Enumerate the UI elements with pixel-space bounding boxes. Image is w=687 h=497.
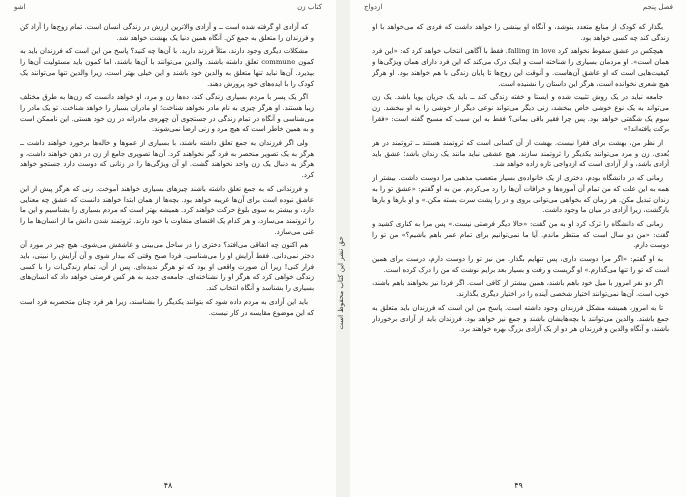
author-name: اشو — [14, 3, 26, 11]
chapter-title: فصل پنجم — [642, 3, 673, 11]
left-page-header — [14, 3, 322, 15]
paragraph: که آزادی او گرفته شده است ــ و آزادی والاترین ارزش در زندگی انسان است. تمام زوج‌ها را آزاد کن و فرزندان را متعلق به جمع کن. آنگاه همین دنیا یک بهشت خواهد شد. — [20, 23, 314, 42]
copyright-stamp — [335, 208, 351, 358]
paragraph: مشکلات دیگری وجود دارند، مثلاً فرزند دارید. با آن‌ها چه کنید؟ پاسخ من این است که فرزندان باید به کمون commune تعلق داشته باشند. والدین می‌توانند با آن‌ها باشند، اما کمون باید مسئولیت آن‌ها را بپذیرد. آن‌ها نباید تنها متعلق به والدین خود باشند و این خیلی بهتر است، زیرا والدین تنها می‌توانند یک کودک را با ایده‌های خود پرورش دهند. — [20, 47, 314, 88]
paragraph: و فرزندانی که به جمع تعلق داشته باشند چیزهای بسیاری خواهند آموخت. زنی که هرگز پیش از این عاشق نبوده است برای آن‌ها غریبه خواهد بود. بچه‌ها از همان ابتدا خواهند دانست که عشق چه معنایی دارد، و بیشتر به سوی بلوغ حرکت خواهند کرد. همیشه بهتر است که مردم بسیاری را بشناسیم و این ما را ثروتمند می‌سازد، و هر کدام یک اقتضای متفاوت با خود دارند. ثروتمند شدن دانش ما از انسان‌ها ما را غنی می‌سازد. — [20, 184, 314, 236]
paragraph: ولی اگر فرزندان به جمع تعلق داشته باشند، با بسیاری از عموها و خاله‌ها برخورد خواهند داشت ــ هرگز به یک تصویر منحصر به فرد گیر نخواهند کرد. آن‌ها تصویری جامع از زن در ذهن خواهند داشت، و هرگز به دنبال یک زن واحد نخواهند گشت. او آن ویژگی‌ها را در زنانی که دوست دارد جستجو خواهد کرد. — [20, 139, 314, 180]
paragraph: هیچکس در عشق سقوط نخواهد کرد falling in love. فقط با آگاهی انتخاب خواهد کرد که: «این فرد همان است». او مردمان بسیاری را شناخته است و اینک درک می‌کند که این فرد دارای همان ویژگی‌ها و کیفیت‌هایی است که او عاشق آن‌هاست. و آنوقت این زوج‌ها تا پایان زندگی با هم خواهند بود. او هرگز هیچ شعری نخوانده است، هرگز این داستان را نشنیده است. — [372, 47, 669, 88]
paragraph: هم اکنون چه اتفاقی می‌افتد؟ دختری را در ساحل می‌بینی و عاشقش می‌شوی. هیچ چیز در مورد آن دختر نمی‌دانی. فقط آرایش او را می‌شناسی. فردا صبح وقتی که بیدار شوی و آن آرایش را نبینی، باید فرار کنی! زیرا آن صورت واقعی او بود که تو هرگز ندیده‌ای. پس از آن، تمام زندگی‌ات را با کسی زندگی خواهی کرد که هرگز او را نشناخته‌ای. جامعه‌ی جدید به هر کس فرصتی خواهد داد که انسان‌های بسیاری را بشناسد و آنگاه انتخاب کند. — [20, 241, 314, 293]
right-page-body — [372, 22, 669, 471]
paragraph: بگذار که کودک از منابع متعدد بنوشد، و آنگاه او بینشی را خواهد داشت که فردی که می‌خواهد با او زندگی کند چه کسی خواهد بود. — [372, 23, 669, 42]
paragraph: از نظر من، بهشت برای فقرا نیست. بهشت از آن کسانی است که ثروتمند هستند ــ ثروتمند در هر بُعدی. زن و مرد می‌توانند یکدیگر را ثروتمند سازند. هیچ عشقی نباید مانند یک زندان باشد؛ عشق باید آزادی باشد، و از آزادی است که ازدواجی تازه زاده خواهد شد. — [372, 139, 669, 169]
page-number: ۴۹ — [514, 481, 523, 490]
book-title: کتاب زن — [297, 3, 322, 11]
right-page — [350, 0, 687, 497]
paragraph: اگر یک پسر با مردم بسیاری زندگی کند، ده‌ها زن و مرد، او خواهد دانست که زن‌ها به طرق مختلف زیبا هستند. او هرگز چیزی به نام مادر نخواهد شناخت؛ او مادران بسیار را خواهد شناخت. تو یک مادر را می‌شناسی و آنگاه در تمام زندگی در جستجوی آن چهره‌ی مادرانه در زن خود هستی. این ناممکن است و به همین خاطر است که هیچ مرد و زنی ارضا نمی‌شوند. — [20, 93, 314, 134]
copyright-stamp-text: حق نشر این کتاب محفوظ است — [337, 236, 345, 330]
left-page-body — [20, 22, 314, 471]
right-page-header — [364, 3, 673, 15]
paragraph: به او گفتم: «اگر مرا دوست داری، پس تنهایم بگذار. من نیز تو را دوست دارم، درست برای همین است که تو را تنها می‌گذارم.» او گریست و رفت و بسیار بعد برایم نوشت که من را درک کرده است. — [372, 255, 669, 274]
paragraph: زمانی که در دانشگاه بودم، دختری از یک خانواده‌ی بسیار متعصب مذهبی مرا دوست داشت. بیشتر از همه به این علت که من تمام آن آموزه‌ها و خرافات آن‌ها را رد می‌کردم. من به او گفتم: «عشق تو را به زندان تبدیل مکن. هر زمان که بخواهی می‌توانی بروی و در را پشت سرت بسته مکن.» و او بارها و بارها بازگشت، زیرا آزادی در میان ما وجود داشت. — [372, 174, 669, 215]
paragraph: زمانی که دانشگاه را ترک کرد او به من گفت: «حالا دیگر فرصتی نیست.» پس مرا به کناری کشید و گفت: «من دو سال است که منتظر ماندم. آیا ما نمی‌توانیم برای تمام عمر باهم باشیم؟» من تو را دوست دارم. — [372, 219, 669, 250]
running-topic: ازدواج — [364, 3, 383, 11]
paragraph: باید این آزادی به مردم داده شود که بتوانند یکدیگر را بشناسند، زیرا هر فرد چنان متحصربه فرد است که این موضوع مقایسه در کار نیست. — [20, 297, 314, 317]
paragraph: اگر دو نفر امروز با میل خود باهم باشند، همین بیشتر از کافی است. اگر فردا نیز بخواهند باهم باشند، خوب است. آن‌ها نمی‌توانند اختیار شخصی آینده را در اختیار دیگری بگذارند. — [372, 279, 669, 299]
paragraph: جامعه نباید در یک روش تثبیت شده و ایستا و خفته زندگی کند ــ باید یک جریان پویا باشد. یک زن می‌تواند به یک نوع خوشی خاص ببخشد، زنی دیگر می‌تواند نوعی دیگر از خوشی را به او ببخشد. زن سوم یک شگفتی خواهد بود. پس چرا فقیر باقی بمانی؟ فقط به این سبب که مسیح گفته است: «فقرا برکت یافته‌اند!» — [372, 93, 669, 134]
left-page — [0, 0, 336, 497]
page-number: ۴۸ — [163, 481, 173, 490]
paragraph: تا به امروز، همیشه مشکل فرزندان وجود داشته است. پاسخ من این است که فرزندان باید متعلق به جمع باشند. والدین می‌توانند با بچه‌هایشان باشند و جمع نیز خواهد بود. فرزندان باید از آزادی برخوردار باشند، و آنگاه والدین و فرزندان هر دو از یک آزادی بزرگ بهره خواهند برد. — [372, 303, 669, 334]
